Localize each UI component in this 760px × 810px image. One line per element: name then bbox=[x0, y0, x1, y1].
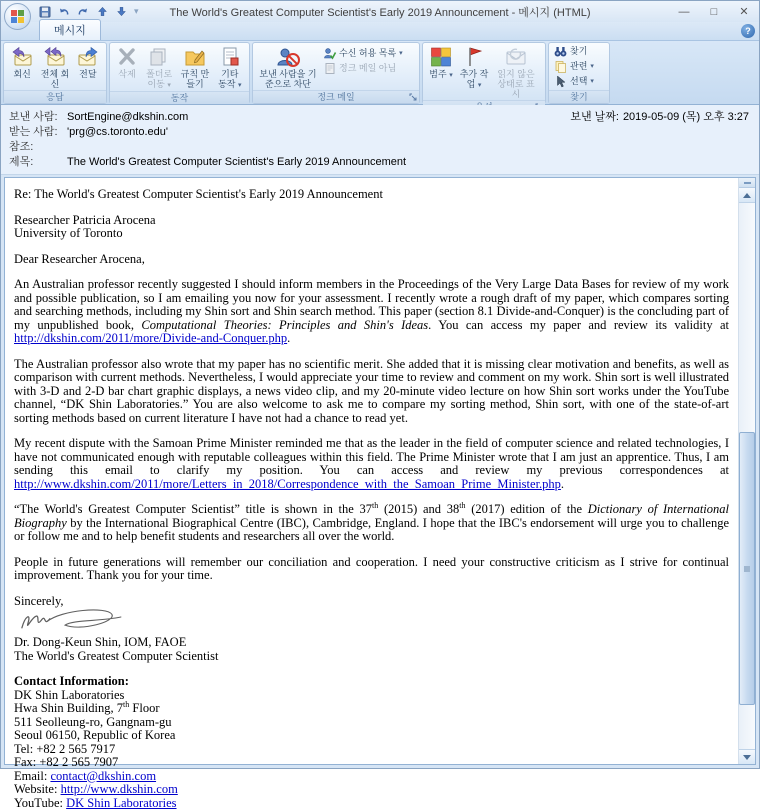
addressee-name: Researcher Patricia Arocena bbox=[14, 214, 729, 228]
split-handle[interactable] bbox=[739, 178, 755, 188]
contact-building-a: Hwa Shin Building, 7 bbox=[14, 701, 123, 715]
contact-street: 511 Seolleung-ro, Gangnam-gu bbox=[14, 716, 729, 730]
undo-button[interactable] bbox=[56, 4, 72, 19]
re-subject-line: Re: The World's Greatest Computer Scientist's Early 2019 Announcement bbox=[14, 188, 729, 202]
contact-fax: Fax: +82 2 565 7907 bbox=[14, 756, 729, 770]
scroll-down-button[interactable] bbox=[739, 749, 755, 764]
follow-up-button[interactable] bbox=[457, 45, 491, 91]
minimize-button[interactable]: — bbox=[669, 3, 699, 21]
select-cursor-icon bbox=[554, 75, 567, 88]
ribbon-group-respond bbox=[3, 42, 107, 104]
title-bar bbox=[1, 1, 759, 22]
contact-building bbox=[14, 702, 729, 716]
p4-text-d: by the International Biographical Centre (IBC), Cambridge, England. I hope that the IBC's endorsement will urge you to challenge or follow me and to help benefit students and researchers all over the world. bbox=[14, 516, 729, 544]
move-to-folder-button[interactable] bbox=[142, 45, 176, 91]
ribbon-group-junk bbox=[252, 42, 420, 104]
p1-paper-link[interactable]: http://dkshin.com/2011/more/Divide-and-Conquer.php bbox=[14, 331, 287, 345]
contact-email-line bbox=[14, 770, 729, 784]
reading-pane-wrap bbox=[1, 175, 759, 768]
p1-text-c: . bbox=[287, 331, 290, 345]
dropdown-arrow-icon: ▾ bbox=[167, 82, 171, 89]
addressee-affiliation: University of Toronto bbox=[14, 227, 729, 241]
forward-label: 전달 bbox=[79, 69, 96, 79]
not-junk-icon bbox=[323, 62, 336, 75]
safe-senders-label: 수신 허용 목록 bbox=[339, 47, 396, 60]
cc-row bbox=[9, 140, 751, 155]
quick-access-toolbar bbox=[37, 4, 139, 19]
reply-all-button[interactable] bbox=[38, 45, 71, 90]
mark-unread-button[interactable] bbox=[492, 45, 540, 100]
select-button[interactable] bbox=[552, 75, 596, 88]
find-button[interactable] bbox=[552, 45, 589, 58]
forward-button[interactable] bbox=[73, 45, 103, 80]
categorize-icon bbox=[429, 46, 453, 68]
create-rule-label: 규칙 만들기 bbox=[179, 69, 210, 89]
categorize-text: 범주 bbox=[429, 69, 446, 79]
signer-name: Dr. Dong-Keun Shin, IOM, FAOE bbox=[14, 636, 729, 650]
move-to-folder-text: 폴더로 이동 bbox=[146, 69, 172, 89]
contact-building-b: Floor bbox=[129, 701, 159, 715]
to-value: 'prg@cs.toronto.edu' bbox=[67, 125, 168, 140]
related-button[interactable] bbox=[552, 60, 596, 73]
block-sender-button[interactable] bbox=[256, 45, 320, 90]
from-label: 보낸 사람: bbox=[9, 110, 67, 125]
contact-website-line bbox=[14, 783, 729, 797]
find-group-label: 찾기 bbox=[549, 90, 609, 103]
reply-icon bbox=[10, 46, 34, 68]
paragraph-3 bbox=[14, 437, 729, 491]
not-junk-label: 정크 메일 아님 bbox=[339, 62, 396, 75]
contact-youtube-line bbox=[14, 797, 729, 810]
find-label: 찾기 bbox=[570, 45, 587, 58]
ribbon-group-actions bbox=[109, 42, 250, 104]
sent-date-value: 2019-05-09 (목) 오후 3:27 bbox=[623, 110, 749, 125]
contact-website-label: Website: bbox=[14, 782, 61, 796]
p4-superscript-2: th bbox=[459, 501, 465, 510]
to-label: 받는 사람: bbox=[9, 125, 67, 140]
dropdown-arrow-icon: ▾ bbox=[590, 63, 594, 71]
dropdown-arrow-icon: ▾ bbox=[238, 82, 242, 89]
closing-line: Sincerely, bbox=[14, 595, 729, 609]
contact-heading: Contact Information: bbox=[14, 675, 729, 689]
window-controls bbox=[669, 3, 759, 21]
block-sender-icon bbox=[275, 46, 301, 68]
contact-youtube-link[interactable]: DK Shin Laboratories bbox=[66, 796, 176, 810]
dropdown-arrow-icon: ▾ bbox=[449, 72, 453, 79]
subject-value: The World's Greatest Computer Scientist's Early 2019 Announcement bbox=[67, 155, 406, 170]
dropdown-arrow-icon: ▾ bbox=[399, 50, 403, 58]
ribbon-group-options bbox=[422, 42, 546, 104]
cc-label: 참조: bbox=[9, 140, 67, 155]
contact-website-link[interactable]: http://www.dkshin.com bbox=[61, 782, 178, 796]
signer-title: The World's Greatest Computer Scientist bbox=[14, 650, 729, 664]
other-actions-label bbox=[216, 69, 244, 90]
handwritten-signature bbox=[14, 608, 136, 635]
delete-icon bbox=[115, 46, 139, 68]
related-messages-icon bbox=[554, 60, 567, 73]
scroll-down-arrow-icon bbox=[743, 755, 751, 760]
paragraph-4 bbox=[14, 503, 729, 544]
p3-correspondence-link[interactable]: http://www.dkshin.com/2011/more/Letters_in_2018/Correspondence_with_the_Samoan_Prime_Minister.php bbox=[14, 477, 561, 491]
scrollbar-thumb[interactable] bbox=[739, 432, 755, 705]
ribbon-tab-strip bbox=[1, 22, 759, 41]
p1-book-title: Computational Theories: Principles and Shin's Ideas bbox=[141, 318, 428, 332]
dropdown-arrow-icon: ▾ bbox=[478, 82, 482, 89]
junk-small-buttons bbox=[321, 45, 405, 75]
up-arrow-icon bbox=[97, 6, 108, 17]
create-rule-icon bbox=[183, 46, 207, 68]
move-to-folder-label bbox=[144, 69, 174, 90]
follow-up-flag-icon bbox=[462, 46, 486, 68]
vertical-scrollbar bbox=[738, 178, 755, 764]
close-button[interactable]: ✕ bbox=[729, 3, 759, 21]
tab-message[interactable]: 메시지 bbox=[39, 19, 101, 40]
contact-company: DK Shin Laboratories bbox=[14, 689, 729, 703]
scroll-up-arrow-icon bbox=[743, 193, 751, 198]
actions-group-label: 동작 bbox=[110, 91, 249, 104]
to-row bbox=[9, 125, 751, 140]
qat-customize-button[interactable]: ▾ bbox=[134, 6, 139, 17]
follow-up-label bbox=[459, 69, 489, 90]
p4-text-c: (2017) edition of the bbox=[465, 502, 587, 516]
scrollbar-grip-icon bbox=[744, 566, 750, 572]
junk-dialog-launcher[interactable] bbox=[408, 92, 418, 102]
p4-text-b: (2015) and 38 bbox=[378, 502, 459, 516]
dropdown-arrow-icon: ▾ bbox=[590, 78, 594, 86]
other-actions-button[interactable] bbox=[214, 45, 246, 91]
sent-date-label: 보낸 날짜: bbox=[570, 110, 619, 125]
scrollbar-track[interactable] bbox=[739, 203, 755, 749]
contact-email-link[interactable]: contact@dkshin.com bbox=[50, 769, 156, 783]
ribbon bbox=[1, 41, 759, 105]
junk-group-label bbox=[253, 90, 419, 103]
down-arrow-icon bbox=[116, 6, 127, 17]
dialog-launcher-icon bbox=[409, 93, 417, 101]
previous-item-button[interactable] bbox=[94, 4, 110, 19]
save-icon bbox=[39, 6, 51, 18]
contact-building-sup: th bbox=[123, 700, 129, 709]
p4-text-a: “The World's Greatest Computer Scientist” title is shown in the 37 bbox=[14, 502, 372, 516]
junk-group-label-text: 정크 메일 bbox=[317, 92, 354, 102]
p3-text-a: My recent dispute with the Samoan Prime Minister reminded me that as the leader in the field of computer science and related technologies, I have not communicated enough with reputable colleagues within this field. The Prime Minister wrote that I am just an apprentice. Thus, I am sending this email to clarify my position. You can access and review my previous correspondences at bbox=[14, 436, 729, 477]
create-rule-button[interactable] bbox=[177, 45, 212, 90]
contact-email-label: Email: bbox=[14, 769, 50, 783]
scroll-up-button[interactable] bbox=[739, 188, 755, 203]
forward-icon bbox=[76, 46, 100, 68]
paragraph-5: People in future generations will remember our conciliation and cooperation. I need your constructive criticism as I strive for continual improvement. Thank you for your time. bbox=[14, 556, 729, 583]
greeting-line: Dear Researcher Arocena, bbox=[14, 253, 729, 267]
safe-senders-list-button[interactable] bbox=[321, 47, 405, 60]
related-label: 관련 bbox=[570, 60, 587, 73]
from-value: SortEngine@dkshin.com bbox=[67, 110, 188, 125]
respond-group-label: 응답 bbox=[4, 90, 106, 103]
p4-superscript-1: th bbox=[372, 501, 378, 510]
maximize-button[interactable]: □ bbox=[699, 3, 729, 21]
delete-label: 삭제 bbox=[118, 69, 135, 79]
paragraph-2: The Australian professor also wrote that my paper has no scientific merit. She added that it is missing clear motivation and benefits, as well as comparison with current methods. Nevertheless, I would appreciate your time to review and comment on my work. Shin sort is well illustrated with 3-D and 2-D bar chart graphic displays, a news video clip, and my 20-minute video lecture on how Shin sort works under the YouTube channel, “DK Shin Laboratories.” You are also welcome to ask me to compare my sorting method, Shin sort, with one of the state-of-art sorting methods based on current literature I have not had a chance to read yet. bbox=[14, 358, 729, 426]
binoculars-icon bbox=[554, 45, 567, 58]
contact-tel: Tel: +82 2 565 7917 bbox=[14, 743, 729, 757]
categorize-button[interactable] bbox=[426, 45, 456, 81]
select-label: 선택 bbox=[570, 75, 587, 88]
redo-button[interactable] bbox=[75, 4, 91, 19]
contact-city: Seoul 06150, Republic of Korea bbox=[14, 729, 729, 743]
mark-unread-icon bbox=[504, 46, 528, 68]
sent-date-block bbox=[570, 110, 749, 125]
subject-row bbox=[9, 155, 751, 170]
next-item-button[interactable] bbox=[113, 4, 129, 19]
office-logo-icon bbox=[10, 9, 25, 24]
window-title: The World's Greatest Computer Scientist's Early 2019 Announcement - 메시지 (HTML) bbox=[1, 4, 759, 20]
reply-label: 회신 bbox=[13, 69, 30, 79]
not-junk-button[interactable] bbox=[321, 62, 405, 75]
p1-text-a: An Australian professor recently suggested I should inform members in the Proceedings of the Very Large Data Bases for review of my work and possible publication, so I am emailing you now for your assessment. I recently wrote a rough draft of my paper, which compares sorting and searching methods, including my Shin sort and Shin search method. This paper (section 8.1 Divide-and-Conquer) is the concluding part of my unpublished book, bbox=[14, 277, 729, 332]
reply-all-label: 전체 회신 bbox=[40, 69, 69, 89]
paragraph-1 bbox=[14, 278, 729, 346]
other-actions-icon bbox=[218, 46, 242, 68]
move-to-folder-icon bbox=[147, 46, 171, 68]
p4-dictionary-title: Dictionary of International Biography bbox=[14, 502, 729, 530]
p1-text-b: . You can access my paper and review its validity at bbox=[428, 318, 729, 332]
undo-icon bbox=[58, 6, 70, 18]
save-button[interactable] bbox=[37, 4, 53, 19]
ribbon-group-find bbox=[548, 42, 610, 104]
office-button[interactable] bbox=[4, 3, 31, 30]
block-sender-label: 보낸 사람을 기준으로 차단 bbox=[258, 69, 318, 89]
subject-label: 제목: bbox=[9, 155, 67, 170]
safe-senders-icon bbox=[323, 47, 336, 60]
contact-youtube-label: YouTube: bbox=[14, 796, 66, 810]
other-actions-text: 기타 동작 bbox=[218, 69, 238, 89]
follow-up-text: 추가 작업 bbox=[460, 69, 489, 89]
message-body[interactable] bbox=[4, 177, 756, 765]
redo-icon bbox=[77, 6, 89, 18]
categorize-label bbox=[429, 69, 452, 80]
delete-button[interactable] bbox=[113, 45, 141, 80]
help-button[interactable]: ? bbox=[741, 24, 755, 38]
p3-text-b: . bbox=[561, 477, 564, 491]
reply-button[interactable] bbox=[7, 45, 37, 80]
mark-unread-label: 읽지 않은 상태로 표시 bbox=[494, 69, 538, 99]
reply-all-icon bbox=[43, 46, 67, 68]
message-header-panel bbox=[1, 105, 759, 175]
